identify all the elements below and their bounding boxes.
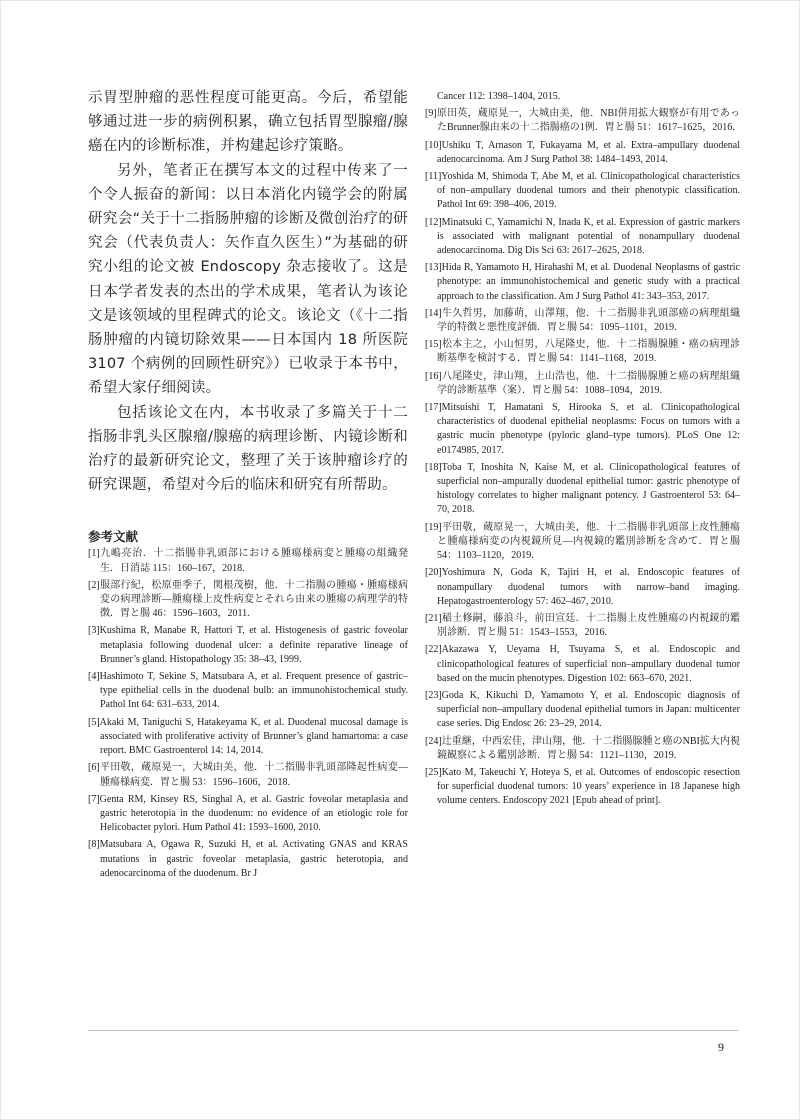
reference-item: [6]平田敬，蔵原晃一，大城由美，他．十二指腸非乳頭部隆起性病変—腫瘍様病変．胃と腸 53：1596–1606，2018. (88, 762, 408, 788)
reference-item: [21]稲土修嗣，藤浪斗，前田宣廷．十二指腸上皮性腫瘍の内視鏡的鑑別診断．胃と腸 51：1543–1553，2016. (425, 612, 740, 639)
reference-item: [13]Hida R, Yamamoto H, Hirahashi M, et al. Duodenal Neoplasms of gastric phenotype: an immunohistochemical and genetic study with a practical approach to the classification. Am J Surg Pathol 41: 343–353, 2017. (425, 262, 740, 302)
references-list-right (425, 90, 740, 809)
reference-item: [19]平田敬，蔵原晃一，大城由美，他．十二指腸非乳頭部上皮性腫瘍と腫瘍様病変の内視鏡所見—内視鏡的鑑別診断を含めて．胃と腸 54：1103–1120，2019. (425, 521, 740, 562)
reference-item: [24]辻重継，中西宏佳，津山翔，他．十二指腸腺腫と癌のNBI拡大内視鏡観察による鑑別診断．胃と腸 54：1121–1130，2019. (425, 735, 740, 761)
reference-item: [2]服部行紀，松原亜季子，関根茂樹，他．十二指腸の腫瘍・腫瘍様病変の病理診断—腫瘍様上皮性病変とそれら由来の腫瘍の病理学的特徴．胃と腸 46：1596–1603，2011. (88, 579, 408, 620)
body-paragraph-2: 另外，笔者正在撰写本文的过程中传来了一个令人振奋的新闻：以日本消化内镜学会的附属研究会“关于十二指肠肿瘤的诊断及微创治疗的研究会（代表负责人：矢作直久医生）”为基础的研究小组的论文被 Endoscopy 杂志接收了。这是日本学者发表的杰出的学术成果，笔者认为该论文是该领域的里程碑式的论文。该论文（《十二指肠肿瘤的内镜切除效果——日本国内 18 所医院 3107 个病例的回顾性研究》）已收录于本书中，希望大家仔细阅读。 (88, 162, 408, 397)
reference-item: [20]Yoshimura N, Goda K, Tajiri H, et al. Endoscopic features of nonampullary duodenal tumors with narrow–band imaging. Hepatogastroenterology 57: 462–467, 2010. (425, 567, 740, 607)
reference-item: [15]松本主之，小山恒男，八尾隆史，他．十二指腸腺腫・癌の病理診断基準を検討する．胃と腸 54：1141–1168，2019. (425, 339, 740, 365)
references-list-left (88, 547, 408, 880)
references-title: 参考文献 (88, 529, 139, 545)
right-column (425, 90, 740, 812)
reference-item: [8]Matsubara A, Ogawa R, Suzuki H, et al. Activating GNAS and KRAS mutations in gastric foveolar metaplasia, gastric heterotopia, and adenocarcinoma of the duodenum. Br J (88, 839, 408, 879)
reference-item: [23]Goda K, Kikuchi D, Yamamoto Y, et al. Endoscopic diagnosis of superficial non–ampullary duodenal epithelial tumors in Japan: multicenter case series. Dig Endosc 26: 23–29, 2014. (425, 689, 740, 730)
footer-rule (88, 1030, 738, 1031)
body-paragraph-3: 包括该论文在内，本书收录了多篇关于十二指肠非乳头区腺瘤/腺癌的病理诊断、内镜诊断和治疗的最新研究论文，整理了关于该肿瘤诊疗的研究课题，希望对今后的临床和研究有所帮助。 (88, 404, 408, 494)
reference-item: [10]Ushiku T, Arnason T, Fukayama M, et al. Extra–ampullary duodenal adenocarcinoma. Am J Surg Pathol 38: 1484–1493, 2014. (425, 139, 740, 165)
reference-item: [5]Akaki M, Taniguchi S, Hatakeyama K, et al. Duodenal mucosal damage is associated with proliferative activity of Brunner’s gland hamartoma: a case report. BMC Gastroenterol 14: 14, 2014. (88, 716, 408, 757)
reference-continuation: Cancer 112: 1398–1404, 2015. (437, 91, 561, 102)
reference-item: [9]原田英，蔵原晃一，大城由美，他．NBI併用拡大観察が有用であったBrunner腺由来の十二指腸癌の1例．胃と腸 51：1617–1625，2016. (425, 108, 740, 134)
body-paragraph-1: 示胃型肿瘤的恶性程度可能更高。今后，希望能够通过进一步的病例积累，确立包括胃型腺瘤/腺癌在内的诊断标准，并构建起诊疗策略。 (88, 90, 408, 155)
left-column (88, 86, 408, 884)
reference-item: [14]牛久哲男，加藤萌，山澤翔，他．十二指腸非乳頭部癌の病理組織学的特徴と悪性度評価．胃と腸 54：1095–1101，2019. (425, 307, 740, 334)
reference-item: [18]Toba T, Inoshita N, Kaise M, et al. Clinicopathological features of superficial non–ampurally duodenal epithelial tumor: gastric phenotype of histology correlates to higher malignant potency. J Gastroenterol 53: 64–70, 2018. (425, 461, 740, 516)
reference-item: [4]Hashimoto T, Sekine S, Matsubara A, et al. Frequent presence of gastric–type epithelial cells in the duodenal bulb: an immunohistochemical study. Pathol Int 64: 631–633, 2014. (88, 671, 408, 711)
page-number: 9 (718, 1040, 724, 1054)
reference-item: [16]八尾隆史，津山翔，上山浩也，他．十二指腸腺腫と癌の病理組織学的診断基準（案）．胃と腸 54：1088–1094，2019. (425, 370, 740, 396)
reference-item: [17]Mitsuishi T, Hamatani S, Hirooka S, et al. Clinicopathological characteristics of duodenal epithelial neoplasms: Focus on tumors with a gastric mucin phenotype (pyloric gland–type tumors). PLoS One 12: e0174985, 2017. (425, 402, 740, 456)
reference-item: [1]九嶋亮治．十二指腸非乳頭部における腫瘍様病変と腫瘍の組織発生．日消誌 115：160–167，2018. (88, 548, 408, 574)
reference-item: [25]Kato M, Takeuchi Y, Hoteya S, et al. Outcomes of endoscopic resection for superficial duodenal tumors: 10 years’ experience in 18 Japanese high volume centers. Endoscopy 2021 [Epub ahead of print]. (425, 766, 740, 807)
reference-item: [3]Kushima R, Manabe R, Hattori T, et al. Histogenesis of gastric foveolar metaplasia following duodenal ulcer: a definite reparative lineage of Brunner’s gland. Histopathology 35: 38–43, 1999. (88, 625, 408, 665)
reference-item: [7]Genta RM, Kinsey RS, Singhal A, et al. Gastric foveolar metaplasia and gastric heterotopia in the duodenum: no evidence of an etiologic role for Helicobacter pylori. Hum Pathol 41: 1593–1600, 2010. (88, 793, 408, 834)
reference-item: [11]Yoshida M, Shimoda T, Abe M, et al. Clinicopathological characteristics of non–ampullary duodenal tumors and their phenotypic classification. Pathol Int 69: 398–406, 2019. (425, 171, 740, 211)
reference-item: [12]Minatsuki C, Yamamichi N, Inada K, et al. Expression of gastric markers is associated with malignant potential of nonampullary duodenal adenocarcinoma. Dig Dis Sci 63: 2617–2625, 2018. (425, 216, 740, 257)
reference-item: [22]Akazawa Y, Ueyama H, Tsuyama S, et al. Endoscopic and clinicopathological features of superficial non–ampullary duodenal tumor based on the mucin phenotypes. Digestion 102: 663–670, 2021. (425, 644, 740, 684)
